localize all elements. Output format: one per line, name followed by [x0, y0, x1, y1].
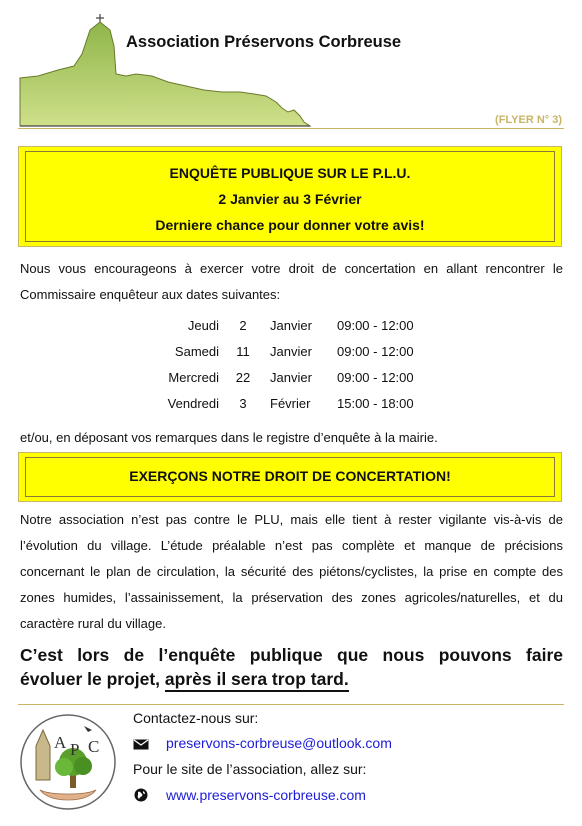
flyer-number: (FLYER N° 3) — [495, 114, 562, 126]
schedule-date: 2 — [239, 318, 247, 333]
intro-paragraph: Nous vous encourageons à exercer votre droit de concertation en allant rencontrer le Commissaire enquêteur aux dates suivantes: — [20, 261, 563, 302]
schedule-row — [0, 392, 582, 416]
schedule-row — [0, 340, 582, 364]
register-note: et/ou, en déposant vos remarques dans le registre d’enquête à la mairie. — [20, 430, 438, 445]
cta-line-1: C’est lors de l’enquête publique que nous pouvons faire — [20, 645, 563, 665]
call-to-action — [20, 642, 563, 668]
schedule-day: Samedi — [174, 344, 219, 359]
banner-dates: 2 Janvier au 3 Février — [218, 191, 362, 207]
cta-line-2 — [20, 666, 349, 692]
footer-divider — [18, 704, 564, 705]
banner-deadline: Derniere chance pour donner votre avis! — [155, 217, 425, 233]
schedule-hours: 09:00 - 12:00 — [337, 318, 414, 333]
emblem-letter-p: P — [70, 740, 80, 759]
website-intro: Pour le site de l’association, allez sur: — [133, 761, 367, 777]
banner-slogan: EXERÇONS NOTRE DROIT DE CONCERTATION! — [129, 468, 451, 484]
banner-frame — [25, 151, 555, 242]
schedule-month: Janvier — [270, 318, 312, 333]
association-title: Association Préservons Corbreuse — [126, 33, 402, 51]
contact-intro: Contactez-nous sur: — [133, 710, 259, 726]
website-link[interactable]: www.preservons-corbreuse.com — [166, 787, 366, 803]
schedule-month: Janvier — [270, 370, 312, 385]
concertation-banner — [18, 452, 562, 502]
schedule-day: Jeudi — [187, 318, 219, 333]
schedule-date: 22 — [235, 370, 251, 385]
village-church-logo — [18, 12, 318, 130]
schedule-date: 3 — [239, 396, 247, 411]
header-divider — [18, 128, 564, 129]
schedule-day: Vendredi — [167, 396, 219, 411]
schedule-month: Janvier — [270, 344, 312, 359]
emblem-letter-c: C — [88, 737, 100, 756]
schedule-row — [0, 366, 582, 390]
banner-frame — [25, 457, 555, 497]
schedule-date: 11 — [236, 344, 250, 359]
schedule-hours: 15:00 - 18:00 — [337, 396, 414, 411]
schedule-day: Mercredi — [168, 370, 219, 385]
banner-heading: ENQUÊTE PUBLIQUE SUR LE P.L.U. — [169, 165, 411, 181]
envelope-icon — [133, 739, 149, 750]
schedule-row — [0, 314, 582, 338]
emblem-letter-a: A — [54, 733, 67, 752]
globe-icon — [134, 788, 148, 802]
email-link[interactable]: preservons-corbreuse@outlook.com — [166, 735, 392, 751]
cta-emphasis: après il sera trop tard. — [165, 669, 349, 692]
position-paragraph: Notre association n’est pas contre le PLU, mais elle tient à rester vigilante vis-à-vis de l’évolution du village. L’étude préalable n’est pas complète et manque de précisions concernant le plan de circulation, la sécurité des piétons/cyclistes, la prise en compte des zones humides, l’assainissement, la préservation des zones agricoles/naturelles, et du caractère rural du village. — [20, 512, 563, 631]
apc-emblem-logo — [18, 712, 118, 812]
schedule-hours: 09:00 - 12:00 — [337, 344, 414, 359]
public-inquiry-banner — [18, 146, 562, 247]
schedule-hours: 09:00 - 12:00 — [337, 370, 414, 385]
cta-prefix: évoluer le projet, — [20, 669, 165, 689]
schedule-month: Février — [270, 396, 311, 411]
